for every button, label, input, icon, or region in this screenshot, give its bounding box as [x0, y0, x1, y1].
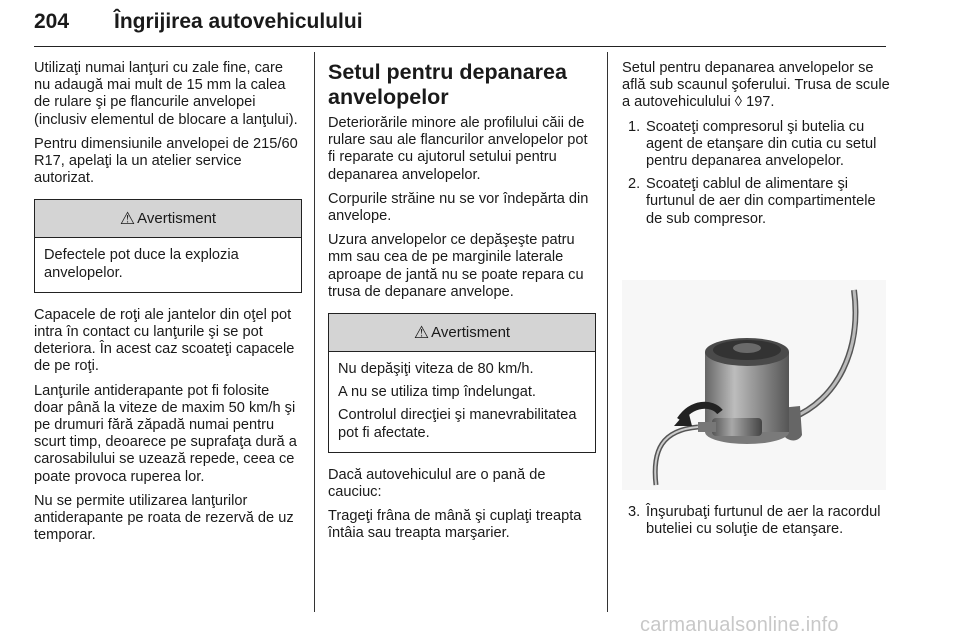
paragraph: Capacele de roţi ale jantelor din oţel pot intra în contact cu lanţurile şi se pot deteriora. În acest caz scoateţi capacele de pe roţi. — [34, 306, 295, 375]
paragraph — [622, 60, 890, 112]
compressor-drawing — [622, 280, 886, 490]
steps-list — [622, 119, 890, 228]
step-text: Înşurubaţi furtunul de aer la racordul buteliei cu soluţie de etanşare. — [646, 504, 881, 538]
warning-box — [34, 199, 302, 292]
column-1 — [34, 60, 302, 551]
compressor-illustration — [622, 280, 886, 490]
paragraph: Uzura anvelopelor ce depăşeşte patru mm sau cea de pe marginile laterale aproape de jantă nu se poate repara cu trusa de depanare anvelope. — [328, 232, 584, 300]
warning-body — [35, 238, 301, 291]
warning-text: Defectele pot duce la explozia anvelopelor. — [44, 247, 239, 281]
paragraph: Utilizaţi numai lanţuri cu zale fine, care nu adaugă mai mult de 15 mm la calea de rulare şi pe flancurile anvelopei (inclusiv elementul de blocare a lanţului). — [34, 60, 298, 128]
page-header — [34, 6, 886, 47]
warning-line: Nu depăşiţi viteza de 80 km/h. — [338, 361, 534, 378]
list-item — [622, 176, 890, 228]
step-number: 1. — [628, 118, 641, 135]
section-heading: Setul pentru depanarea anvelopelor — [328, 60, 567, 109]
warning-header — [35, 200, 301, 238]
step-number: 3. — [628, 504, 641, 520]
warning-title: Avertisment — [137, 210, 217, 228]
paragraph: Nu se permite utilizarea lanţurilor antiderapante pe roata de rezervă de uz temporar. — [34, 492, 294, 544]
warning-line: Controlul direcţiei şi manevrabilitatea pot fi afectate. — [338, 407, 577, 441]
list-item — [622, 119, 890, 171]
page-ref-link[interactable]: 197. — [746, 94, 775, 111]
page-number: 204 — [34, 10, 70, 33]
paragraph: Trageţi frâna de mână şi cuplaţi treapta întâia sau treapta marşarier. — [328, 508, 582, 542]
warning-title: Avertisment — [431, 323, 511, 341]
warning-header — [329, 314, 595, 352]
step-number: 2. — [628, 176, 641, 193]
step-text: Scoateţi cablul de alimentare şi furtunul de aer din compartimentele de sub compresor. — [646, 176, 876, 227]
page-ref-arrow: ◊ — [734, 94, 743, 111]
page-title: Îngrijirea autovehiculului — [114, 10, 363, 33]
warning-icon: ⚠ — [119, 209, 136, 229]
warning-body — [329, 352, 595, 452]
column-divider — [607, 52, 608, 612]
column-3 — [622, 60, 890, 234]
warning-icon: ⚠ — [413, 322, 430, 342]
paragraph: Dacă autovehiculul are o pană de cauciuc: — [328, 466, 546, 501]
column-divider — [314, 52, 315, 612]
paragraph: Corpurile străine nu se vor îndepărta din anvelope. — [328, 190, 589, 225]
warning-box — [328, 313, 596, 453]
step-text: Scoateţi compresorul şi butelia cu agent de etanşare din cutia cu setul pentru depanarea anvelopelor. — [646, 118, 877, 170]
column-2 — [328, 60, 596, 550]
list-item — [622, 504, 890, 538]
paragraph: Lanţurile antiderapante pot fi folosite doar până la viteze de maxim 50 km/h şi pe drumuri fără zăpadă numai pentru scurt timp, deoarece pe suprafaţa dură a carosabilului se uzează repede, ceea ce poate provoca ruperea lor. — [34, 382, 297, 485]
warning-line: A nu se utiliza timp îndelungat. — [338, 384, 536, 401]
paragraph: Deteriorările minore ale profilului căii de rulare sau ale flancurilor anvelopelor pot fi reparate cu ajutorul setului pentru depanarea anvelopelor. — [328, 115, 588, 183]
paragraph: Pentru dimensiunile anvelopei de 215/60 R17, apelaţi la un atelier service autorizat. — [34, 135, 298, 187]
intro-text: Setul pentru depanarea anvelopelor se află sub scaunul şoferului. Trusa de scule a autovehiculului — [622, 60, 890, 111]
watermark: carmanualsonline.info — [640, 614, 839, 636]
